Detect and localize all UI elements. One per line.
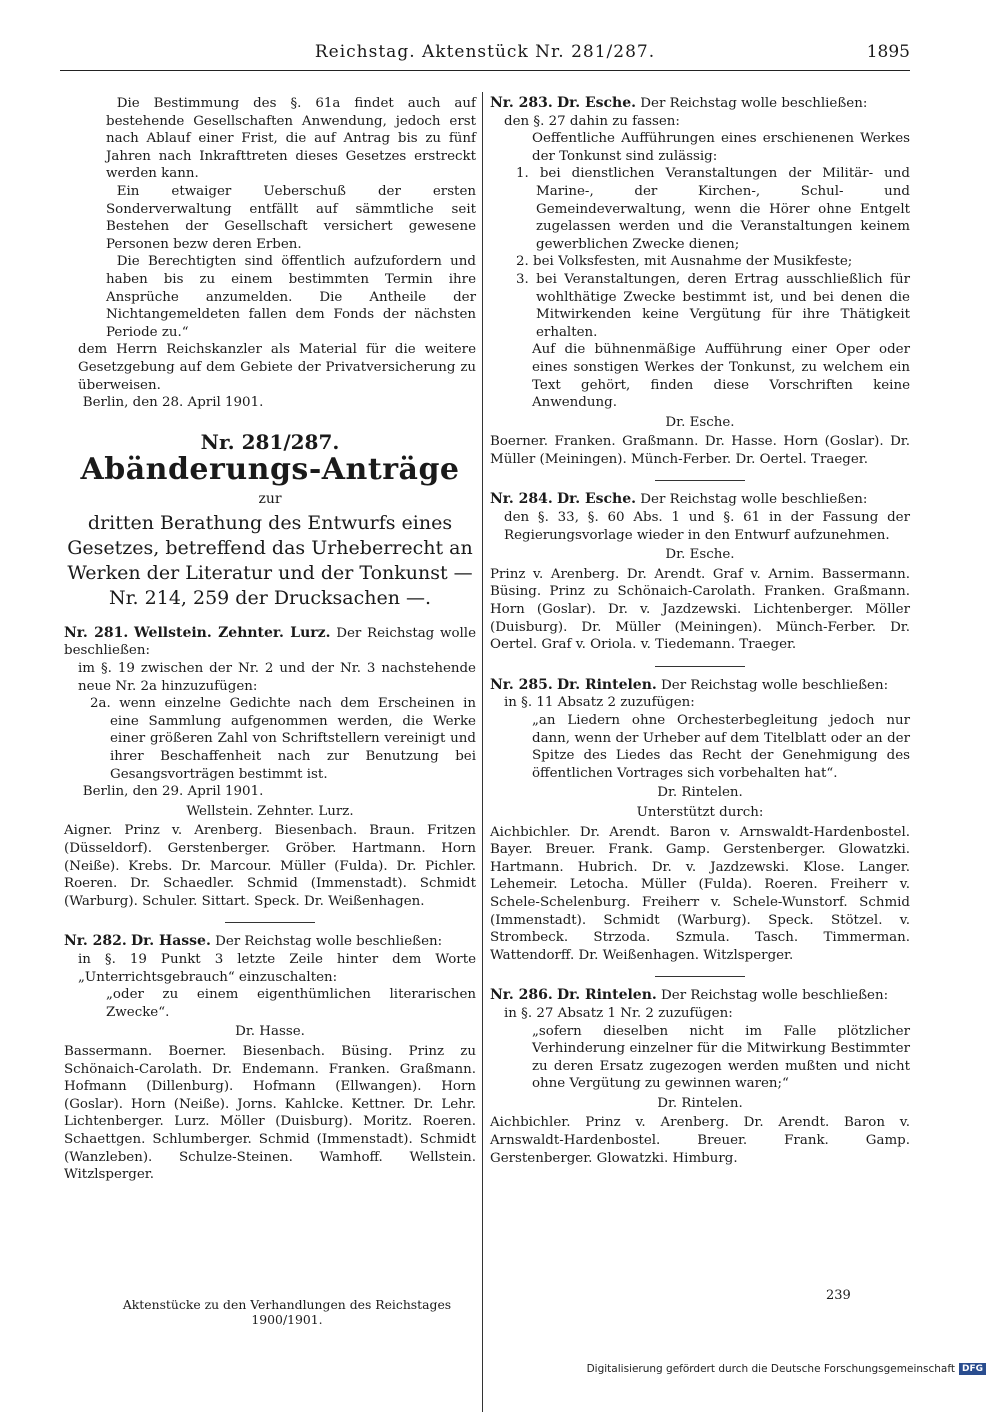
motion-quote: „sofern dieselben nicht im Falle plötzlicher Verhinderung einzelner für die Mitwirkung Bestimmter zu deren Ersatz zugezogen werden mußten und nicht ohne Vergütung zu gewinnen waren;“ <box>532 1023 910 1092</box>
title-connector: zur <box>258 491 282 508</box>
cosigners: Boerner. Franken. Graßmann. Dr. Hasse. Horn (Goslar). Dr. Müller (Meiningen). Münch-Ferber. Dr. Oertel. Traeger. <box>490 434 910 467</box>
motion-lead: Der Reichstag wolle beschließen: <box>64 625 477 659</box>
signature-mark: 239 <box>826 1288 851 1303</box>
motion-lead: Der Reichstag wolle beschließen: <box>640 492 868 508</box>
motion-281 <box>64 625 476 911</box>
signer: Dr. Rintelen. <box>657 1095 743 1111</box>
paragraph: Die Berechtigten sind öffentlich aufzufordern und haben bis zu einem bestimmten Termin ihre Ansprüche anzumelden. Die Antheile der Nichtangemeldeten fallen dem Fonds der nächsten Periode zu.“ <box>106 254 476 340</box>
motion-author: Dr. Esche. <box>557 491 637 508</box>
cosigners: Bassermann. Boerner. Biesenbach. Büsing. Prinz zu Schönaich-Carolath. Dr. Endemann. Franken. Graßmann. Hofmann (Dillenburg). Hofmann (Ellwangen). Horn (Goslar). Horn (Neiße). Jorns. Kahlcke. Kettner. Dr. Lehr. Lichtenberger. Lurz. Möller (Duisburg). Moritz. Roeren. Schaettgen. Schlumberger. Schmid (Immenstadt). Schmidt (Wanzleben). Schulze-Steinen. Wamhoff. Wellstein. Witzlsperger. <box>64 1043 476 1183</box>
page-header <box>60 40 910 71</box>
motion-quote: „oder zu einem eigenthümlichen literarischen Zwecke“. <box>106 987 476 1020</box>
dfg-logo-icon: DFG <box>959 1363 986 1375</box>
signer: Dr. Hasse. <box>235 1024 305 1040</box>
signer: Dr. Esche. <box>665 547 735 563</box>
motion-instruction: den §. 33, §. 60 Abs. 1 und §. 61 in der Fassung der Regierungsvorlage wieder in den Entwurf aufzunehmen. <box>504 510 910 543</box>
motion-instruction: in §. 19 Punkt 3 letzte Zeile hinter dem Worte „Unterrichtsgebrauch“ einzuschalten: <box>78 951 476 985</box>
date-line: Berlin, den 29. April 1901. <box>82 784 264 800</box>
motion-number: Nr. 284. <box>490 491 553 508</box>
motion-number: Nr. 285. <box>490 676 553 693</box>
signer: Dr. Esche. <box>665 414 735 430</box>
motion-item: 1. bei dienstlichen Veranstaltungen der Militär- und Marine-, der Kirchen-, Schul- und Gemeindeverwaltung, wenn die Hörer ohne Entgelt zugelassen werden und die Veranstaltungen keinem gewerblichen Zwecke dienen; <box>516 166 910 252</box>
motion-lead: Der Reichstag wolle beschließen: <box>215 934 443 950</box>
motion-instruction: den §. 27 dahin zu fassen: <box>504 113 680 129</box>
cosigners: Aichbichler. Dr. Arendt. Baron v. Arnswaldt-Hardenbostel. Bayer. Breuer. Frank. Gamp. Gerstenberger. Glowatzki. Hartmann. Hubrich. Dr. v. Jazdzewski. Klose. Langer. Lehemeir. Letocha. Müller (Fulda). Roeren. Freiherr v. Schele-Schelenburg. Freiherr v. Schele-Wunstorf. Schmid (Immenstadt). Schmidt (Warburg). Speck. Stötzel. v. Strombeck. Strzoda. Szmula. Tasch. Timmerman. Wattendorff. Dr. Weißenhagen. Witzlsperger. <box>490 824 910 963</box>
motion-instruction: in §. 27 Absatz 1 Nr. 2 zuzufügen: <box>504 1005 733 1021</box>
motion-intro: Oeffentliche Aufführungen eines erschienenen Werkes der Tonkunst sind zulässig: <box>532 131 910 164</box>
motion-item: 2. bei Volksfesten, mit Ausnahme der Musikfeste; <box>516 254 853 270</box>
page-number: 1895 <box>866 42 910 62</box>
signer: Dr. Rintelen. <box>657 785 743 801</box>
cosigners: Aigner. Prinz v. Arenberg. Biesenbach. Braun. Fritzen (Düsseldorf). Gerstenberger. Gröber. Hartmann. Horn (Neiße). Krebs. Dr. Marcour. Müller (Fulda). Dr. Pichler. Roeren. Dr. Schaedler. Schmid (Immenstadt). Schmidt (Warburg). Schuler. Sittart. Speck. Dr. Weißenhagen. <box>64 823 476 909</box>
motion-282 <box>64 933 476 1183</box>
motion-286 <box>490 987 910 1167</box>
cosigners: Aichbichler. Prinz v. Arenberg. Dr. Arendt. Baron v. Arnswaldt-Hardenbostel. Breuer. Frank. Gamp. Gerstenberger. Glowatzki. Himburg. <box>490 1115 910 1166</box>
date-line: Berlin, den 28. April 1901. <box>82 395 264 411</box>
paragraph: Ein etwaiger Ueberschuß der ersten Sonderverwaltung entfällt auf sämmtliche seit Bestehen der Gesellschaft versichert gewesene Personen bezw deren Erben. <box>106 183 476 252</box>
motion-item: 2a. wenn einzelne Gedichte nach dem Erscheinen in eine Sammlung aufgenommen werden, die Werke einer größeren Zahl von Schriftstellern vereinigt und ihrer Beschaffenheit nach zur Benutzung bei Gesangsvorträgen bestimmt ist. <box>90 696 476 782</box>
separator-rule <box>655 976 745 977</box>
motion-lead: Der Reichstag wolle beschließen: <box>661 988 889 1004</box>
document-number: Nr. 281/287. <box>200 429 340 454</box>
motion-author: Dr. Rintelen. <box>557 676 657 693</box>
running-head: Reichstag. Aktenstück Nr. 281/287. <box>314 42 656 62</box>
document-title: Abänderungs-Anträge <box>80 452 460 488</box>
motion-285 <box>490 677 910 965</box>
separator-rule <box>225 922 315 923</box>
motion-lead: Der Reichstag wolle beschließen: <box>640 96 868 111</box>
motion-item: 3. bei Veranstaltungen, deren Ertrag ausschließlich für wohlthätige Zwecke bestimmt ist, und bei denen die Mitwirkenden keine Vergütung für ihre Thätigkeit erhalten. <box>516 271 910 340</box>
motion-number: Nr. 286. <box>490 987 553 1004</box>
paragraph: dem Herrn Reichskanzler als Material für die weitere Gesetzgebung auf dem Gebiete der Privatversicherung zu überweisen. <box>78 342 476 393</box>
separator-rule <box>655 480 745 481</box>
motion-author: Dr. Rintelen. <box>557 987 657 1004</box>
motion-number: Nr. 281. <box>64 624 129 641</box>
support-label: Unterstützt durch: <box>636 804 764 820</box>
right-column <box>490 95 910 1167</box>
dfg-credit <box>587 1363 986 1375</box>
signer: Wellstein. Zehnter. Lurz. <box>186 803 354 819</box>
motion-lead: Der Reichstag wolle beschließen: <box>661 677 889 693</box>
motion-number: Nr. 282. <box>64 933 127 950</box>
motion-283 <box>490 95 910 468</box>
motion-quote: „an Liedern ohne Orchesterbegleitung jedoch nur dann, wenn der Urheber auf dem Titelblatt oder an der Spitze des Liedes das Recht der Genehmigung des öffentlichen Vortrages sich vorbehalten hat“. <box>532 713 910 781</box>
motion-instruction: im §. 19 zwischen der Nr. 2 und der Nr. 3 nachstehende neue Nr. 2a hinzuzufügen: <box>78 661 476 694</box>
separator-rule <box>655 666 745 667</box>
motion-author: Dr. Hasse. <box>131 933 211 950</box>
motion-number: Nr. 283. <box>490 95 553 111</box>
cosigners: Prinz v. Arenberg. Dr. Arendt. Graf v. Arnim. Bassermann. Büsing. Prinz zu Schönaich-Carolath. Franken. Graßmann. Horn (Goslar). Dr. v. Jazdzewski. Lichtenberger. Möller (Duisburg). Dr. Müller (Meiningen). Münch-Ferber. Dr. Oertel. Graf v. Oriola. v. Tiedemann. Traeger. <box>490 566 910 653</box>
motion-author: Dr. Esche. <box>557 95 637 111</box>
motion-instruction: in §. 11 Absatz 2 zuzufügen: <box>504 695 695 711</box>
continued-quote <box>64 95 476 341</box>
footer-note: Aktenstücke zu den Verhandlungen des Reichstages 1900/1901. <box>122 1297 452 1327</box>
left-column <box>64 95 476 1184</box>
dfg-credit-text: Digitalisierung gefördert durch die Deutsche Forschungsgemeinschaft <box>586 1363 955 1375</box>
column-divider <box>482 92 483 1412</box>
document-subtitle: dritten Berathung des Entwurfs eines Gesetzes, betreffend das Urheberrecht an Werken der Literatur und der Tonkunst — Nr. 214, 259 der Drucksachen —. <box>67 511 473 609</box>
paragraph: Auf die bühnenmäßige Aufführung einer Oper oder eines sonstigen Werkes der Tonkunst, zu welchem ein Text gehört, finden diese Vorschriften keine Anwendung. <box>532 342 910 411</box>
motion-authors: Wellstein. Zehnter. Lurz. <box>133 624 331 641</box>
motion-284 <box>490 491 910 653</box>
paragraph: Die Bestimmung des §. 61a findet auch auf bestehende Gesellschaften Anwendung, jedoch erst nach Ablauf einer Frist, die auf Antrag bis zu fünf Jahren nach Inkrafttreten dieses Gesetzes erstreckt werden kann. <box>106 96 476 182</box>
